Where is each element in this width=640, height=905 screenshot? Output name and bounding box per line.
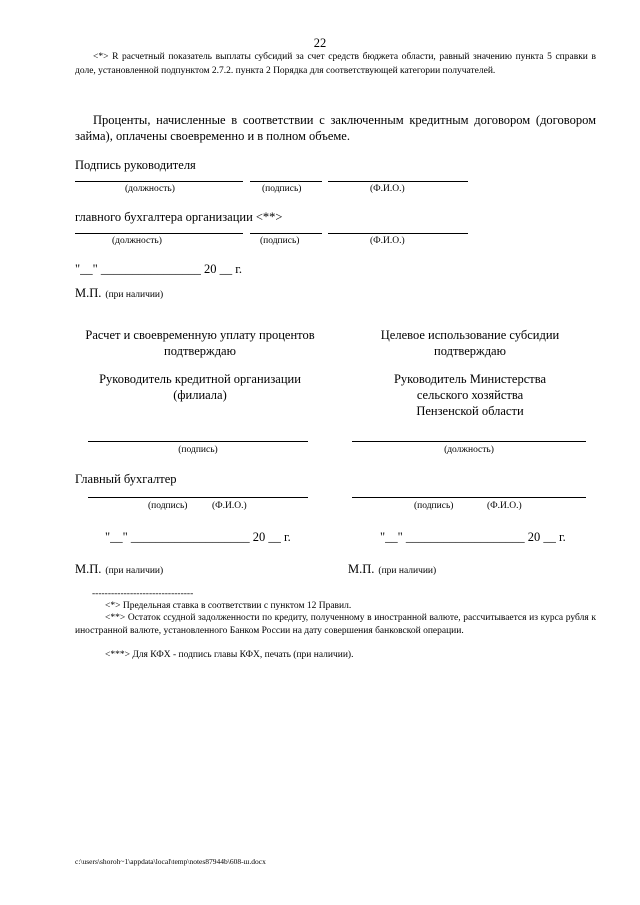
position-line-2 xyxy=(75,233,243,234)
left-chief-line xyxy=(88,497,308,498)
left-chief-sign: (подпись) xyxy=(148,501,188,511)
mp-label: М.П. xyxy=(75,286,102,300)
mp-right-label: М.П. xyxy=(348,562,375,576)
fio-caption-2: (Ф.И.О.) xyxy=(370,236,405,246)
left-sign-caption: (подпись) xyxy=(178,445,218,455)
position-caption: (должность) xyxy=(125,184,175,194)
sign-caption-2: (подпись) xyxy=(260,236,300,246)
footnote-2: <**> Остаток ссудной задолженности по кредиту, полученному в иностранной валюте, рассчитывается из курса рубля к иностранной валюте, установленного Банком России на дату совершения банковской операции. xyxy=(75,613,596,636)
right-head-2: сельского хозяйства xyxy=(416,388,524,402)
mp-1 xyxy=(75,284,163,302)
position-caption-2: (должность) xyxy=(112,236,162,246)
sign-head-label: Подпись руководителя xyxy=(75,158,196,172)
page-number: 22 xyxy=(313,36,327,50)
sign-line-2 xyxy=(250,233,322,234)
footnote-1: <*> Предельная ставка в соответствии с пунктом 12 Правил. xyxy=(105,601,352,611)
chief-acc-label: главного бухгалтера организации <**> xyxy=(75,210,283,224)
right-chief-fio: (Ф.И.О.) xyxy=(487,501,522,511)
footnote-separator: -------------------------------- xyxy=(92,589,194,599)
right-chief-sign: (подпись) xyxy=(414,501,454,511)
mp-left xyxy=(75,560,163,578)
file-path: c:\users\shoroh~1\appdata\local\temp\notes87944b\608-ш.docx xyxy=(75,857,266,866)
right-position-line xyxy=(352,441,586,442)
fio-line-2 xyxy=(328,233,468,234)
left-confirm-2: подтверждаю xyxy=(164,344,236,358)
date-line-1: "__" ________________ 20 __ г. xyxy=(75,262,243,276)
mp-right xyxy=(348,560,436,578)
mp-left-label: М.П. xyxy=(75,562,102,576)
sign-line xyxy=(250,181,322,182)
right-head-1: Руководитель Министерства xyxy=(393,372,546,386)
right-confirm-2: подтверждаю xyxy=(434,344,506,358)
fio-caption: (Ф.И.О.) xyxy=(370,184,405,194)
sign-caption: (подпись) xyxy=(262,184,302,194)
mp-note: (при наличии) xyxy=(105,290,164,300)
right-position-caption: (должность) xyxy=(444,445,494,455)
left-head-1: Руководитель кредитной организации xyxy=(99,372,301,386)
footnote-3: <***> Для КФХ - подпись главы КФХ, печать (при наличии). xyxy=(105,650,354,660)
note-top: <*> R расчетный показатель выплаты субсидий за счет средств бюджета области, равный значению пункта 5 справки в доле, установленной подпунктом 2.7.2. пункта 2 Порядка для соответствующей категории получателей. xyxy=(75,52,596,76)
left-chief-acc: Главный бухгалтер xyxy=(75,472,177,486)
right-head-3: Пензенской области xyxy=(416,404,524,418)
left-sign-line xyxy=(88,441,308,442)
mp-right-note: (при наличии) xyxy=(378,566,437,576)
right-confirm-1: Целевое использование субсидии xyxy=(380,328,560,342)
left-head-2: (филиала) xyxy=(173,388,227,402)
left-date: "__" ___________________ 20 __ г. xyxy=(105,530,291,544)
fio-line xyxy=(328,181,468,182)
statement: Проценты, начисленные в соответствии с заключенным кредитным договором (договором займа), оплачены своевременно и в полном объеме. xyxy=(75,113,596,143)
mp-left-note: (при наличии) xyxy=(105,566,164,576)
right-date: "__" ___________________ 20 __ г. xyxy=(380,530,566,544)
left-chief-fio: (Ф.И.О.) xyxy=(212,501,247,511)
right-chief-line xyxy=(352,497,586,498)
left-confirm-1: Расчет и своевременную уплату процентов xyxy=(85,328,315,342)
position-line xyxy=(75,181,243,182)
